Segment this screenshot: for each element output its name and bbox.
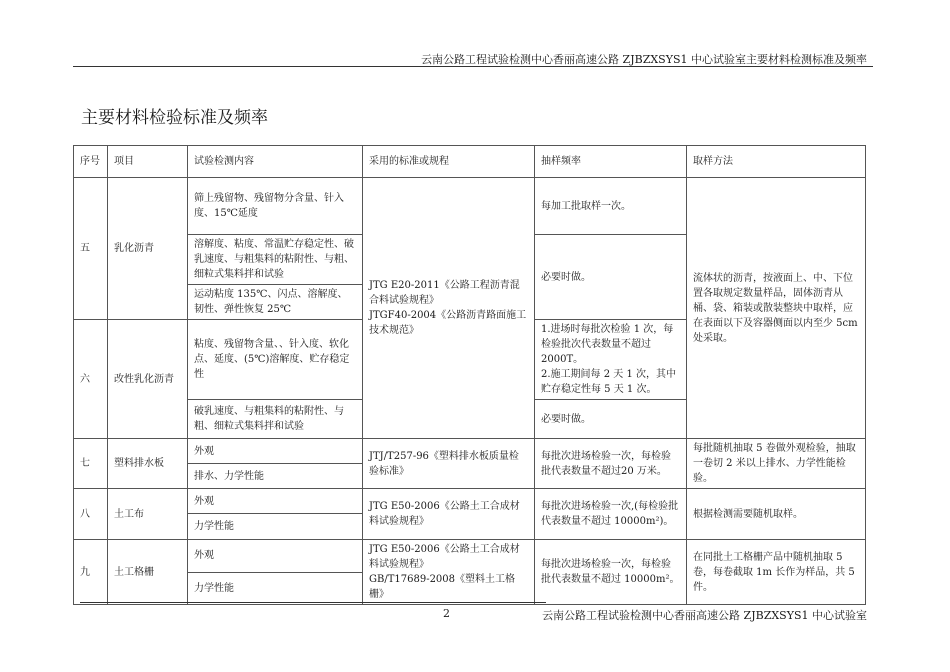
footer-rule [80, 602, 546, 603]
test-content: 筛上残留物、残留物分含量、针入度、15℃延度 [188, 178, 363, 235]
row-item: 土工格栅 [108, 540, 188, 605]
test-content: 外观 [188, 540, 363, 573]
row-number: 五 [74, 178, 108, 320]
row-item: 乳化沥青 [108, 178, 188, 320]
table-row [74, 178, 866, 235]
row-number: 七 [74, 439, 108, 489]
row-item: 改性乳化沥青 [108, 320, 188, 439]
table-row [74, 489, 866, 514]
table-row [74, 439, 866, 464]
test-content: 力学性能 [188, 572, 363, 605]
standards-table [73, 145, 866, 605]
frequency-cell: 每批次进场检验一次,(每检验批代表数量不超过 10000m²)。 [535, 489, 687, 540]
standard-cell: JTG E20-2011《公路工程沥青混合料试验规程》 JTGF40-2004《公路沥青路面施工技术规范》 [363, 178, 535, 439]
row-number: 六 [74, 320, 108, 439]
sampling-cell: 根据检测需要随机取样。 [687, 489, 866, 540]
frequency-cell: 每批次进场检验一次，每检验批代表数量不超过 10000m²。 [535, 540, 687, 605]
page-header: 云南公路工程试验检测中心香丽高速公路 ZJBZXSYS1 中心试验室主要材料检测标准及频率 [421, 53, 867, 66]
page-number: 2 [443, 607, 450, 620]
test-content: 粘度、残留物含量、、针入度、软化点、延度、(5℃)溶解度、贮存稳定性 [188, 320, 363, 400]
page-footer: 云南公路工程试验检测中心香丽高速公路 ZJBZXSYS1 中心试验室 [542, 609, 867, 622]
sampling-cell: 在同批土工格栅产品中随机抽取 5 卷，每卷截取 1m 长作为样品，共 5 件。 [687, 540, 866, 605]
col-header-content: 试验检测内容 [188, 146, 363, 178]
row-number: 九 [74, 540, 108, 605]
frequency-cell: 必要时做。 [535, 235, 687, 320]
sampling-cell: 流体状的沥青，按液面上、中、下位置各取规定数量样品，固体沥青从桶、袋、箱装或散装整块中取样，应在表面以下及容器侧面以内至少 5cm 处采取。 [687, 178, 866, 439]
test-content: 力学性能 [188, 514, 363, 540]
test-content: 排水、力学性能 [188, 464, 363, 489]
test-content: 外观 [188, 489, 363, 514]
header-rule [73, 66, 873, 67]
col-header-number: 序号 [74, 146, 108, 178]
col-header-frequency: 抽样频率 [535, 146, 687, 178]
page-title: 主要材料检验标准及频率 [81, 108, 268, 128]
standard-cell: JTG E50-2006《公路土工合成材料试验规程》 GB/T17689-2008《塑料土工格栅》 [363, 540, 535, 605]
col-header-item: 项目 [108, 146, 188, 178]
row-item: 塑料排水板 [108, 439, 188, 489]
table-row [74, 540, 866, 573]
standard-cell: JTG E50-2006《公路土工合成材料试验规程》 [363, 489, 535, 540]
test-content: 外观 [188, 439, 363, 464]
table-header-row [74, 146, 866, 178]
frequency-cell: 必要时做。 [535, 400, 687, 439]
frequency-cell: 每批次进场检验一次，每检验批代表数量不超过20 万米。 [535, 439, 687, 489]
row-item: 土工布 [108, 489, 188, 540]
sampling-cell: 每批随机抽取 5 卷做外观检验，抽取一卷切 2 米以上排水、力学性能检验。 [687, 439, 866, 489]
frequency-cell: 1.进场时每批次检验 1 次，每检验批次代表数量不超过 2000T。 2.施工期间每 2 天 1 次，其中贮存稳定性每 5 天 1 次。 [535, 320, 687, 400]
row-number: 八 [74, 489, 108, 540]
standard-cell: JTJ/T257-96《塑料排水板质量检验标准》 [363, 439, 535, 489]
col-header-sampling: 取样方法 [687, 146, 866, 178]
col-header-standard: 采用的标准或规程 [363, 146, 535, 178]
test-content: 溶解度、粘度、常温贮存稳定性、破乳速度、与粗集料的粘附性、与粗、细粒式集料拌和试验 [188, 235, 363, 285]
frequency-cell: 每加工批取样一次。 [535, 178, 687, 235]
test-content: 破乳速度、与粗集料的粘附性、与粗、细粒式集料拌和试验 [188, 400, 363, 439]
test-content: 运动粘度 135℃、闪点、溶解度、韧性、弹性恢复 25℃ [188, 285, 363, 320]
